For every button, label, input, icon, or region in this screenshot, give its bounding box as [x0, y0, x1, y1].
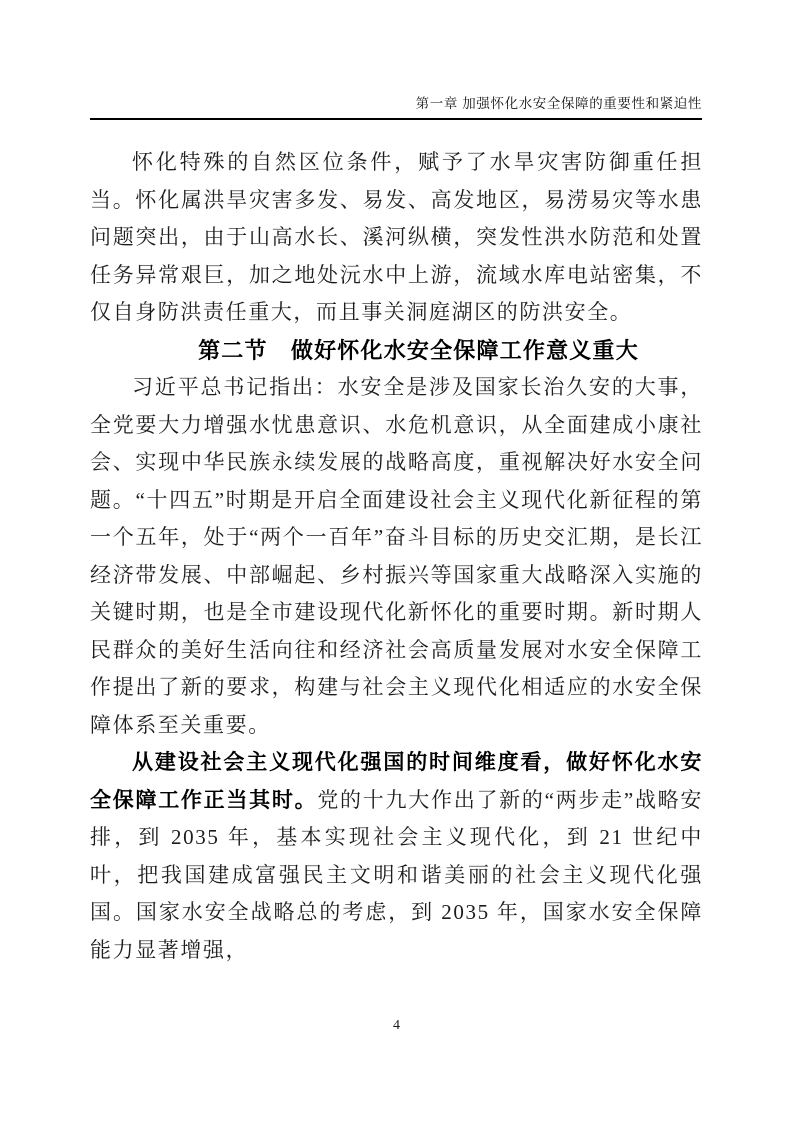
- page-body: [90, 144, 703, 969]
- paragraph-modernization-strategy: [90, 744, 703, 969]
- page-number: 4: [393, 1018, 400, 1033]
- paragraph-xi-jinping-quote: 习近平总书记指出：水安全是涉及国家长治久安的大事，全党要大力增强水忧患意识、水危机意识，从全面建成小康社会、实现中华民族永续发展的战略高度，重视解决好水安全问题。“十四五”时期是开启全面建设社会主义现代化新征程的第一个五年，处于“两个一百年”奋斗目标的历史交汇期，是长江经济带发展、中部崛起、乡村振兴等国家重大战略深入实施的关键时期，也是全市建设现代化新怀化的重要时期。新时期人民群众的美好生活向往和经济社会高质量发展对水安全保障工作提出了新的要求，构建与社会主义现代化相适应的水安全保障体系至关重要。: [90, 375, 703, 737]
- bold-lead-sentence: 从建设社会主义现代化强国的时间维度看，做好怀化水安全保障工作正当其时。: [90, 750, 703, 812]
- section-heading: 第二节 做好怀化水安全保障工作意义重大: [198, 337, 639, 363]
- running-header: 第一章 加强怀化水安全保障的重要性和紧迫性: [415, 96, 702, 111]
- header-rule: [90, 118, 702, 120]
- paragraph-modernization-strategy-rest: 党的十九大作出了新的“两步走”战略安排，到 2035 年，基本实现社会主义现代化，到 21 世纪中叶，把我国建成富强民主文明和谐美丽的社会主义现代化强国。国家水安全战略总的考虑，到 2035 年，国家水安全保障能力显著增强，: [90, 787, 704, 962]
- paragraph-natural-conditions: 怀化特殊的自然区位条件，赋予了水旱灾害防御重任担当。怀化属洪旱灾害多发、易发、高发地区，易涝易灾等水患问题突出，由于山高水长、溪河纵横，突发性洪水防范和处置任务异常艰巨，加之地处沅水中上游，流域水库电站密集，不仅自身防洪责任重大，而且事关洞庭湖区的防洪安全。: [90, 150, 703, 324]
